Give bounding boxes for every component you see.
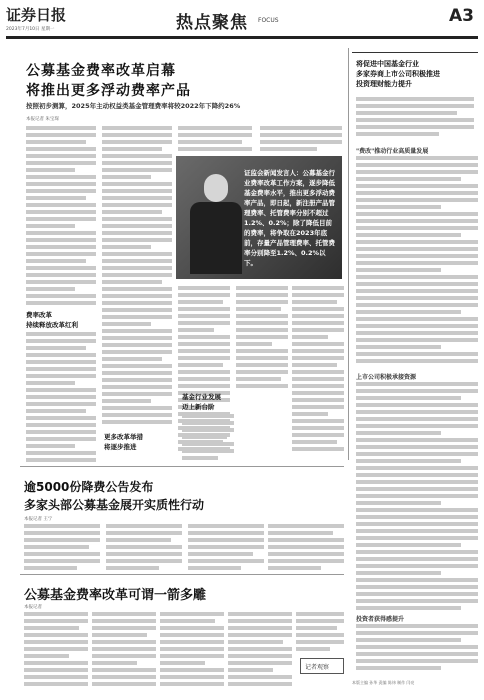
lead-subhead-3a: 基金行业发展 — [182, 393, 221, 401]
middle-headline-line-1: 逾5000份降费公告发布 — [24, 480, 154, 494]
lead-subhead-1b: 持续释放改革红利 — [26, 321, 78, 329]
section-divider-1 — [20, 466, 344, 467]
sidebar-body-2 — [356, 382, 478, 613]
bottom-headline: 公募基金费率改革可谓一箭多雕 — [24, 588, 207, 603]
lead-body-col-1b — [26, 332, 96, 465]
middle-body-col-2 — [106, 524, 182, 573]
middle-byline: 本报记者 王宁 — [24, 517, 53, 522]
bottom-body-col-2 — [92, 612, 156, 689]
photo-person-body — [190, 202, 242, 274]
section-title-en: FOCUS — [258, 17, 279, 24]
photo-caption: 证监会新闻发言人：公募基金行业费率改革工作方案，逐步降低基金费率水平，推出更多浮动费率产品，即日起，新注册产品管理费率、托管费率分别不超过1.2%、0.2%；除了降低目前的费率，将争取在2023年底前，存量产品管理费率、托管费率分别降至1.2%、0.2%以下。 — [244, 169, 335, 267]
lead-subhead-2a: 更多改革举措 — [104, 433, 143, 441]
lead-body-col-4 — [236, 286, 288, 391]
lead-body-col-5 — [292, 286, 344, 454]
sidebar-intro-text — [356, 97, 474, 139]
lead-body-col-3b — [182, 414, 234, 463]
column-stamp — [300, 658, 344, 674]
lead-body-col-4-top — [260, 126, 342, 154]
lead-subhead-1a: 费率改革 — [26, 311, 52, 319]
sidebar-title-2: 多家券商上市公司积极推进 — [356, 70, 440, 78]
lead-byline: 本报记者 朱宝琛 — [26, 117, 59, 122]
sidebar-box — [352, 52, 478, 140]
bottom-body-col-1 — [24, 612, 88, 689]
photo-person-head — [204, 174, 228, 202]
issue-date: 2023年7月10日 星期一 — [6, 27, 55, 32]
lead-body-col-3-top — [178, 126, 252, 154]
middle-body-col-3 — [188, 524, 264, 573]
lead-body-col-1 — [26, 126, 96, 308]
sidebar-title-3: 投资理财能力提升 — [356, 80, 412, 88]
lead-subhead-2b: 将逐步推进 — [104, 443, 137, 451]
lead-body-col-2 — [102, 126, 172, 427]
sidebar-col-title-3: 投资者获得感提升 — [356, 616, 405, 623]
lead-dek: 按照初步测算，2025年主动权益类基金管理费率将较2022年下降约26% — [26, 102, 241, 110]
masthead-rule — [6, 36, 478, 39]
sidebar-body-3 — [356, 624, 478, 673]
sidebar-body-1 — [356, 156, 478, 366]
masthead — [6, 4, 478, 42]
bottom-byline: 本报记者 — [24, 605, 42, 610]
bottom-body-col-4 — [228, 612, 292, 689]
lead-photo — [176, 156, 342, 279]
section-title: 热点聚焦 — [176, 13, 248, 33]
sidebar-col-title-2: 上市公司积极承接资源 — [356, 374, 417, 381]
photo-person-silhouette — [190, 174, 242, 274]
sidebar-title-1: 将促进中国基金行业 — [356, 60, 419, 68]
bottom-body-col-5 — [296, 612, 344, 654]
newspaper-logo: 证券日报 — [6, 6, 67, 24]
section-divider-2 — [20, 574, 344, 575]
middle-body-col-4 — [268, 524, 344, 573]
lead-headline-line-1: 公募基金费率改革启幕 — [26, 63, 176, 79]
page-number: A3 — [449, 6, 474, 26]
lead-subhead-3b: 迈上新台阶 — [182, 403, 215, 411]
lead-headline-line-2: 将推出更多浮动费率产品 — [26, 83, 191, 99]
sidebar-col-title-1: "费改"推动行业高质量发展 — [356, 148, 429, 155]
page-footer: 本版主编 孙华 责编 陈炜 制作 闫亮 — [352, 680, 415, 685]
middle-headline-line-2: 多家头部公募基金展开实质性行动 — [24, 498, 205, 512]
bottom-body-col-3 — [160, 612, 224, 689]
column-divider — [348, 48, 349, 460]
middle-body-col-1 — [24, 524, 100, 573]
column-stamp-label: 记者观察 — [305, 664, 330, 671]
